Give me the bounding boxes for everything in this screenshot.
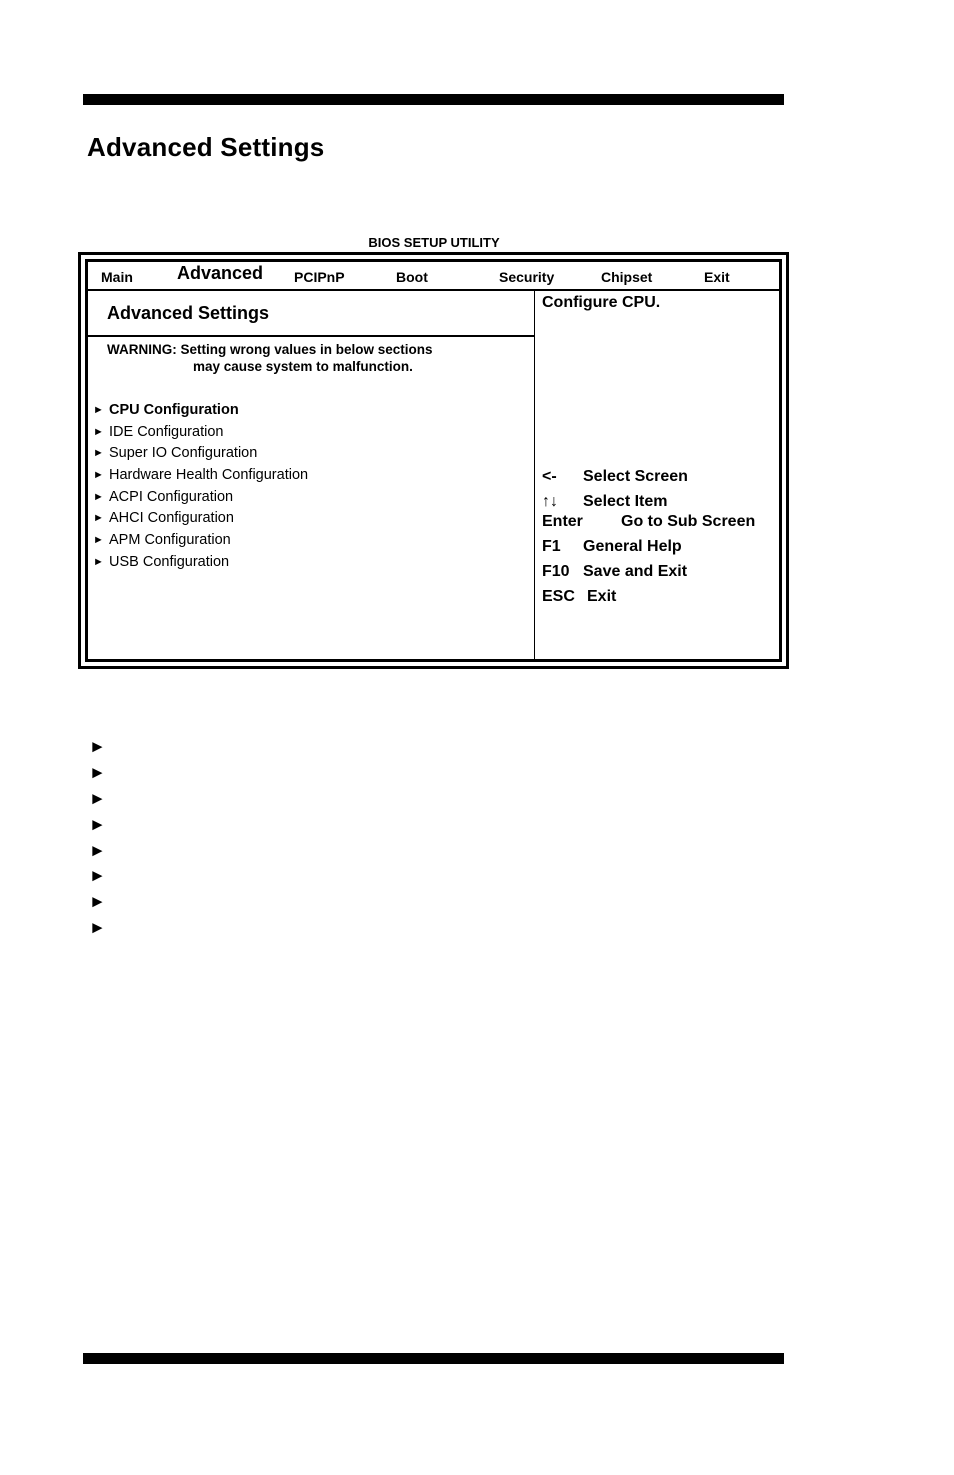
key-label: ↑↓ [542,493,558,510]
help-text: Configure CPU. [542,294,661,311]
key-action: Exit [587,588,617,605]
submenu-item-label: APM Configuration [109,531,231,548]
key-label: F1 [542,538,561,555]
menu-exit[interactable]: Exit [704,269,730,285]
submenu-arrow-icon: ► [93,512,104,525]
submenu-item-label: Super IO Configuration [109,445,258,462]
submenu-arrow-icon: ► [93,533,104,546]
bullet-arrow-icon: ► [89,892,106,912]
key-hint-exit [542,588,616,606]
menu-pcipnp[interactable]: PCIPnP [294,269,345,285]
bullet-arrow-icon: ► [89,918,106,938]
submenu-item-label: AHCI Configuration [109,510,234,527]
key-action: Go to Sub Screen [621,513,756,530]
key-hint-select-item [542,493,667,511]
key-label: F10 [542,563,570,580]
key-label: <- [542,468,557,485]
submenu-item-cpu[interactable] [93,399,308,421]
bios-frame [85,259,782,662]
warning-line-1: WARNING: Setting wrong values in below sections [107,342,433,357]
submenu-list [93,399,308,573]
submenu-item-usb[interactable] [93,551,308,573]
key-action: General Help [583,538,682,555]
key-hint-enter [542,513,755,531]
bullet-arrow-icon: ► [89,866,106,886]
help-pane [535,291,779,659]
page-title: Advanced Settings [87,132,325,162]
bios-screen [78,252,789,669]
submenu-arrow-icon: ► [93,490,104,503]
bios-caption: BIOS SETUP UTILITY [368,235,500,250]
submenu-item-super-io[interactable] [93,442,308,464]
submenu-item-label: USB Configuration [109,553,230,570]
submenu-item-label: ACPI Configuration [109,488,234,505]
key-action: Select Screen [583,468,688,485]
bullet-arrow-icon: ► [89,840,106,860]
submenu-item-hardware-health[interactable] [93,464,308,486]
bullet-list [89,736,106,943]
menu-advanced[interactable]: Advanced [177,263,264,283]
submenu-item-apm[interactable] [93,529,308,551]
submenu-arrow-icon: ► [93,468,104,481]
warning-line-2: may cause system to malfunction. [193,359,413,374]
submenu-arrow-icon: ► [93,403,104,416]
bullet-arrow-icon: ► [89,814,106,834]
menu-main[interactable]: Main [101,269,133,285]
menu-chipset[interactable]: Chipset [601,269,653,285]
submenu-arrow-icon: ► [93,555,104,568]
key-hint-save-exit [542,563,687,581]
key-hint-general-help [542,538,682,556]
section-header [88,291,534,337]
submenu-arrow-icon: ► [93,447,104,460]
submenu-item-label: IDE Configuration [109,423,224,440]
warning-text [107,341,433,375]
key-label: ESC [542,588,575,605]
bullet-arrow-icon: ► [89,762,106,782]
submenu-item-label: Hardware Health Configuration [109,466,309,483]
settings-pane [88,291,535,659]
bios-menubar [88,262,779,291]
bullet-arrow-icon: ► [89,737,106,756]
menu-boot[interactable]: Boot [396,269,428,285]
submenu-item-ide[interactable] [93,421,308,443]
top-rule [83,94,784,105]
key-label: Enter [542,513,583,530]
key-hint-select-screen [542,468,688,486]
submenu-item-ahci[interactable] [93,507,308,529]
section-title: Advanced Settings [107,303,270,323]
submenu-item-label: CPU Configuration [109,401,239,418]
bullet-arrow-icon: ► [89,788,106,808]
submenu-arrow-icon: ► [93,425,104,438]
menu-security[interactable]: Security [499,269,555,285]
submenu-item-acpi[interactable] [93,486,308,508]
key-action: Save and Exit [583,563,688,580]
bottom-rule [83,1353,784,1364]
key-action: Select Item [583,493,668,510]
